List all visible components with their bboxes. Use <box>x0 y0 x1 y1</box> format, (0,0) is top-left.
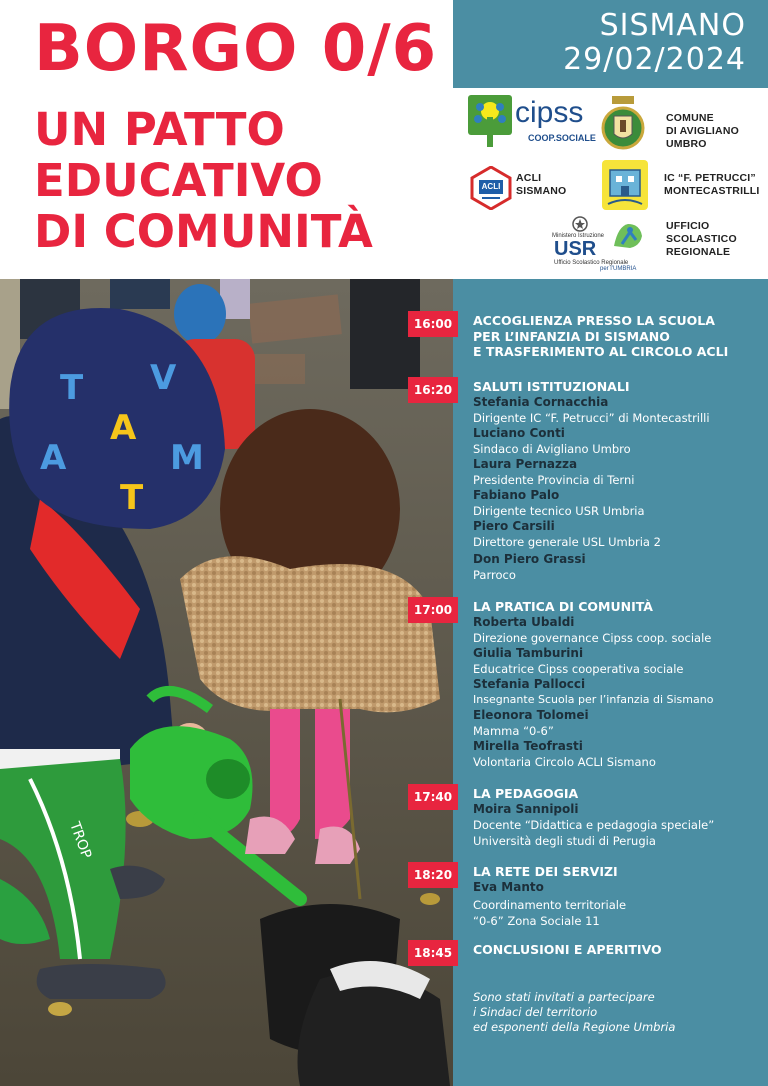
speaker <box>473 615 768 646</box>
invitation-note: Sono stati invitati a partecipare i Sindaci del territorio ed esponenti della Regione Umbria <box>473 990 676 1034</box>
event-subtitle <box>34 104 434 257</box>
usr-umbria-logo <box>552 216 652 272</box>
speaker-name: Laura Pernazza <box>473 456 578 471</box>
speaker <box>473 519 768 550</box>
slot-heading: SALUTI ISTITUZIONALI <box>473 379 630 394</box>
time-badge: 16:00 <box>408 311 458 337</box>
children-watering-plant-photo <box>0 279 453 1086</box>
cap-letter: T <box>120 478 144 518</box>
speaker-role: Università degli studi di Perugia <box>473 833 656 848</box>
speaker-name: Stefania Pallocci <box>473 676 586 691</box>
speaker <box>473 426 768 457</box>
time-badge: 18:20 <box>408 862 458 888</box>
speaker <box>473 646 768 677</box>
speaker <box>473 677 768 708</box>
program-panel <box>413 279 768 1086</box>
speaker <box>473 457 768 488</box>
speaker-role: Dirigente IC “F. Petrucci” di Montecastrilli <box>473 410 710 425</box>
crest-icon <box>600 96 646 152</box>
subtitle-line: DI COMUNITÀ <box>34 205 373 258</box>
time-badge: 17:40 <box>408 784 458 810</box>
comune-avigliano-crest <box>600 96 646 152</box>
cap-letter: A <box>40 438 67 478</box>
event-title: BORGO 0/6 <box>34 12 438 86</box>
speaker <box>473 802 768 849</box>
comune-label: COMUNE DI AVIGLIANO UMBRO <box>666 112 739 150</box>
slot-heading: CONCLUSIONI E APERITIVO <box>473 942 662 957</box>
speaker-role: Coordinamento territoriale <box>473 897 627 912</box>
subtitle-line: UN PATTO <box>34 103 285 156</box>
cap-letter: M <box>170 438 204 478</box>
cipss-wordmark: cipss <box>515 96 584 129</box>
acli-label: ACLI SISMANO <box>516 172 567 197</box>
speaker-role: Mamma “0-6” <box>473 723 554 738</box>
speaker-role: Direzione governance Cipss coop. sociale <box>473 630 712 645</box>
cap-letter: T <box>60 368 84 408</box>
usr-ministry: Ministero Istruzione <box>552 233 605 239</box>
speaker-role: Volontaria Circolo ACLI Sismano <box>473 754 656 769</box>
speaker-role: Educatrice Cipss cooperativa sociale <box>473 661 684 676</box>
speaker-name: Fabiano Palo <box>473 487 560 502</box>
location-date-banner <box>453 0 768 88</box>
speaker-role: Presidente Provincia di Terni <box>473 472 635 487</box>
speaker-role: Dirigente tecnico USR Umbria <box>473 503 645 518</box>
speaker-name: Luciano Conti <box>473 425 565 440</box>
speaker-role: “0-6” Zona Sociale 11 <box>473 913 600 928</box>
umbria-region-icon <box>610 220 646 250</box>
speaker <box>473 552 768 583</box>
speaker-name: Stefania Cornacchia <box>473 394 609 409</box>
speaker <box>473 739 768 770</box>
usr-label: UFFICIO SCOLASTICO REGIONALE <box>666 220 737 258</box>
speaker-role: Docente “Didattica e pedagogia speciale” <box>473 817 715 832</box>
slot-heading: LA PRATICA DI COMUNITÀ <box>473 599 653 614</box>
slot-heading: LA PEDAGOGIA <box>473 786 579 801</box>
tracksuit-text: TROP <box>66 819 95 861</box>
event-location: SISMANO <box>599 8 746 43</box>
ic-petrucci-logo <box>602 160 648 210</box>
speaker-role: Parroco <box>473 567 516 582</box>
usr-region: per l’UMBRIA <box>600 266 637 272</box>
cap-letter: A <box>110 408 137 448</box>
usr-subline: Ufficio Scolastico Regionale <box>554 260 629 266</box>
speaker <box>473 880 768 929</box>
speaker <box>473 395 768 426</box>
school-building-icon <box>602 160 648 210</box>
cipss-logo <box>468 93 596 151</box>
cap-letter: V <box>150 358 177 398</box>
time-badge: 17:00 <box>408 597 458 623</box>
speaker-name: Don Piero Grassi <box>473 551 586 566</box>
slot-heading: ACCOGLIENZA PRESSO LA SCUOLA PER L’INFANZIA DI SISMANO E TRASFERIMENTO AL CIRCOLO ACLI <box>473 313 729 359</box>
speaker-name: Moira Sannipoli <box>473 801 579 816</box>
speaker-name: Mirella Teofrasti <box>473 738 583 753</box>
event-date: 29/02/2024 <box>563 42 746 77</box>
speaker-role: Insegnante Scuola per l’infanzia di Sismano <box>473 692 714 706</box>
usr-mark: USR <box>554 238 597 260</box>
ic-petrucci-label: IC “F. PETRUCCI” MONTECASTRILLI <box>664 172 760 197</box>
speaker-name: Piero Carsili <box>473 518 555 533</box>
time-badge: 18:45 <box>408 940 458 966</box>
acli-logo <box>470 166 512 210</box>
speaker-role: Sindaco di Avigliano Umbro <box>473 441 631 456</box>
subtitle-line: EDUCATIVO <box>34 154 323 207</box>
speaker-name: Roberta Ubaldi <box>473 614 575 629</box>
acli-mark: ACLI <box>481 182 501 191</box>
time-badge: 16:20 <box>408 377 458 403</box>
slot-heading: LA RETE DEI SERVIZI <box>473 864 618 879</box>
speaker-role: Direttore generale USL Umbria 2 <box>473 534 661 549</box>
speaker-name: Eva Manto <box>473 879 544 894</box>
emblem-icon <box>572 216 588 232</box>
speaker-name: Giulia Tamburini <box>473 645 584 660</box>
cipss-tagline: COOP.SOCIALE <box>528 133 596 143</box>
speaker <box>473 708 768 739</box>
speaker-name: Eleonora Tolomei <box>473 707 589 722</box>
tree-icon <box>468 95 512 149</box>
speaker <box>473 488 768 519</box>
